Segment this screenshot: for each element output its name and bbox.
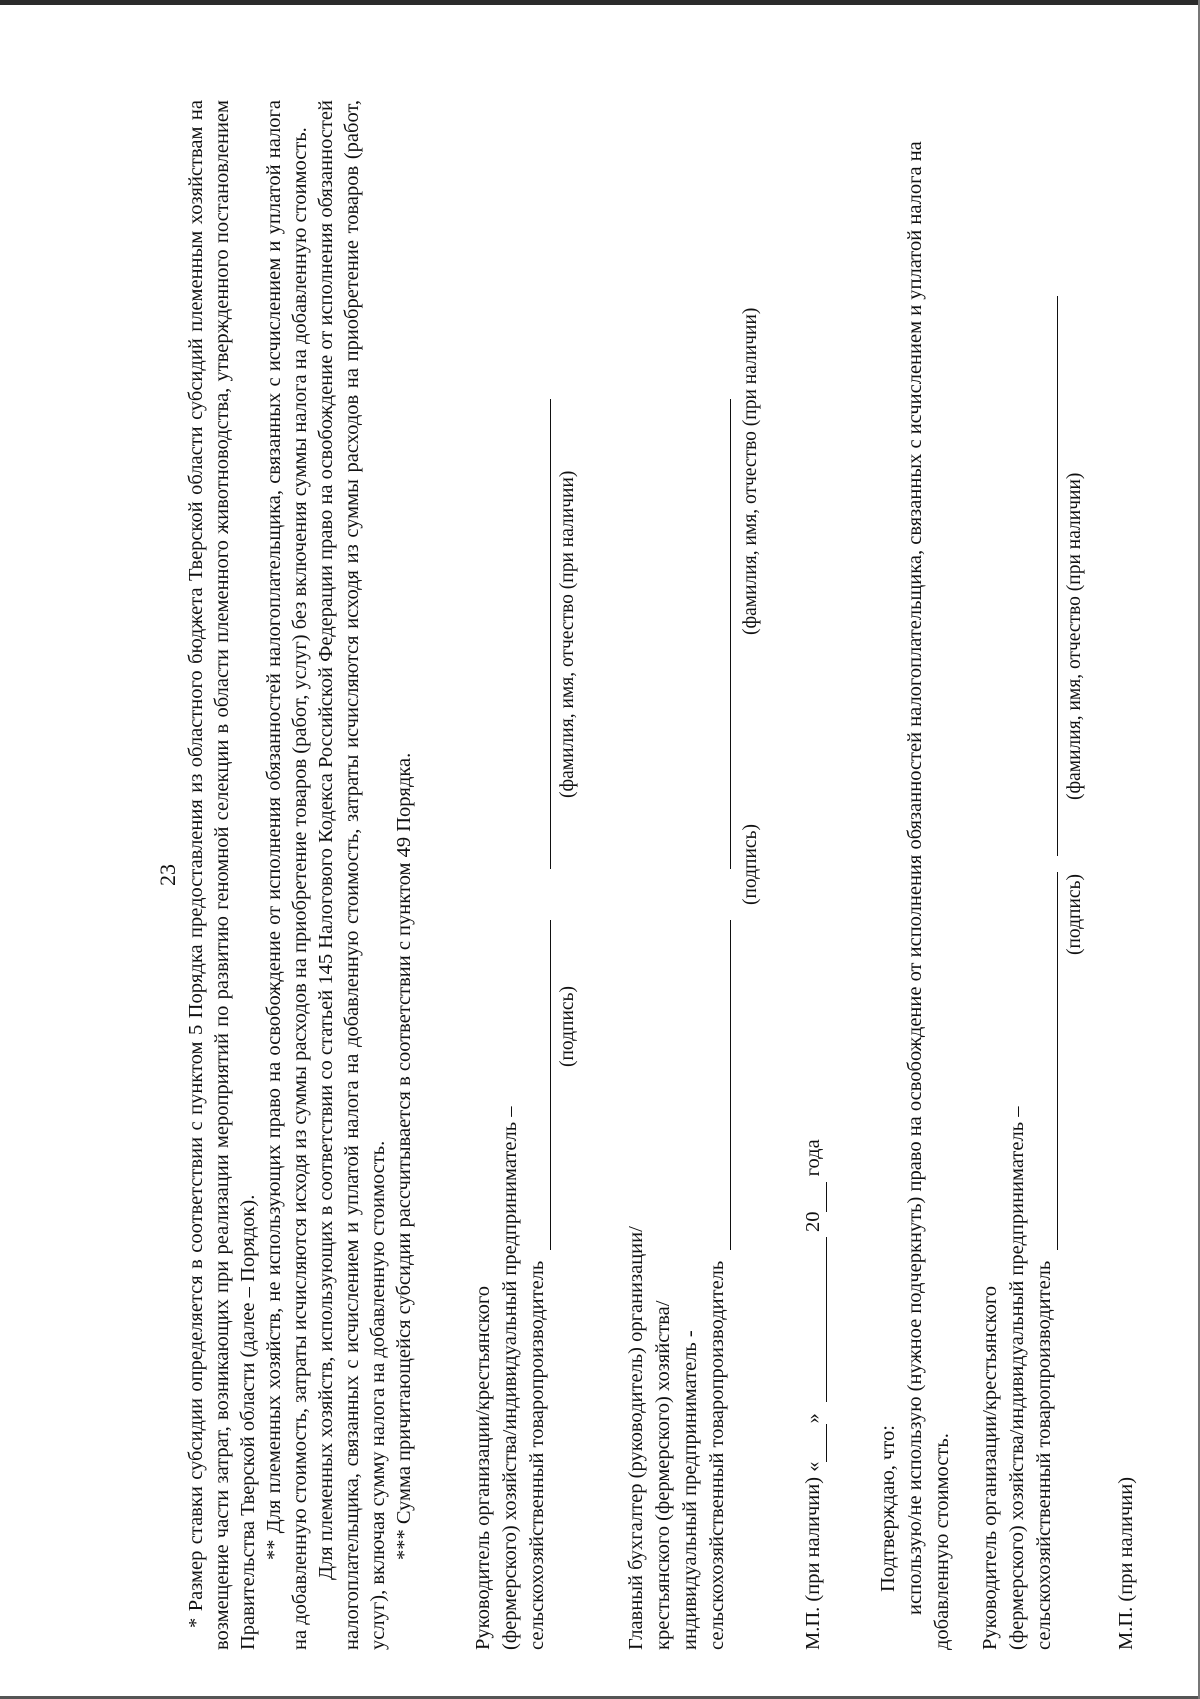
- accountant-title-line-3: индивидуальный предприниматель -: [679, 1330, 701, 1650]
- footnote-subsidy-amount: *** Сумма причитающейся субсидии рассчитывается в соответствии с пунктом 49 Порядка.: [393, 752, 415, 1560]
- scan-top-edge: [0, 0, 1200, 5]
- confirmation-heading: Подтверждаю, что:: [877, 1425, 899, 1592]
- date-year-prefix: 20: [802, 1211, 824, 1233]
- head2-title-line-1: Руководитель организации/крестьянского: [979, 1286, 1001, 1650]
- head-title-line-1: Руководитель организации/крестьянского: [472, 1286, 494, 1650]
- accountant-name-caption: (фамилия, имя, отчество (при наличии): [740, 307, 761, 635]
- accountant-signature-caption: (подпись): [740, 824, 761, 905]
- head-name-caption: (фамилия, имя, отчество (при наличии): [557, 470, 578, 798]
- date-day-field[interactable]: [802, 1424, 827, 1462]
- date-year-field[interactable]: [802, 1182, 827, 1212]
- accountant-title-line-4: сельскохозяйственный товаропроизводитель: [706, 1260, 728, 1650]
- accountant-signature-field[interactable]: [706, 920, 731, 1250]
- head2-name-caption: (фамилия, имя, отчество (при наличии): [1064, 472, 1085, 800]
- footnote-rate: * Размер ставки субсидии определяется в соответствии с пунктом 5 Порядка предоставления из областного бюджета Тверской области субсидий племенным хозяйствам на возмещение части затрат, возникающих при реализации мероприятий по развитию геномной селекции в области племенного животноводства, утвержденного постановлением Правительства Тверской области (далее – Порядок).: [185, 100, 259, 1650]
- date-quote-close: »: [802, 1413, 824, 1424]
- head-name-field[interactable]: [526, 400, 551, 870]
- footnote-vat-used: Для племенных хозяйств, использующих в соответствии со статьей 145 Налогового Кодекса Российской Федерации право на освобождение от исполнения обязанностей налогоплательщика, связанных с исчислением и уплатой налога на добавленную стоимость, затраты исчисляются исходя из суммы расходов на приобретение товаров (работ, услуг), включая сумму налога на добавленную стоимость.: [315, 100, 389, 1650]
- head-confirmation-signature-block: [977, 100, 1085, 1650]
- head-title-line-2: (фермерского) хозяйства/индивидуальный предприниматель –: [499, 1106, 521, 1650]
- head-title-line-3: сельскохозяйственный товаропроизводитель: [526, 1260, 548, 1650]
- accountant-title-line-1: Главный бухгалтер (руководитель) организации/: [625, 1226, 647, 1650]
- head2-signature-caption: (подпись): [1064, 874, 1085, 955]
- head2-title-line-3: сельскохозяйственный товаропроизводитель: [1033, 1260, 1055, 1650]
- accountant-name-field[interactable]: [706, 400, 731, 870]
- date-year-suffix: года: [802, 1139, 824, 1177]
- head-signature-field[interactable]: [526, 920, 551, 1250]
- date-month-field[interactable]: [802, 1237, 827, 1402]
- footnote-vat-not-used: ** Для племенных хозяйств, не использующих право на освобождение от исполнения обязанностей налогоплательщика, связанных с исчислением и уплатой налога на добавленную стоимость, затраты исчисляются исходя из суммы расходов на приобретение товаров (работ, услуг) без включения суммы налога на добавленную стоимость.: [263, 100, 311, 1650]
- confirmation-section: [875, 100, 956, 1650]
- head2-title-line-2: (фермерского) хозяйства/индивидуальный предприниматель –: [1006, 1106, 1028, 1650]
- footnotes-section: [183, 100, 417, 1650]
- head-signature-caption: (подпись): [557, 986, 578, 1067]
- stamp-label: М.П. (при наличии) «: [802, 1461, 824, 1650]
- confirmation-text: использую/не использую (нужное подчеркнуть) право на освобождение от исполнения обязанностей налогоплательщика, связанных с исчислением и уплатой налога на добавленную стоимость.: [904, 141, 953, 1650]
- stamp-date-row: [800, 100, 827, 1650]
- head2-name-field[interactable]: [1033, 297, 1058, 857]
- head2-signature-field[interactable]: [1033, 872, 1058, 1250]
- accountant-signature-block: [623, 100, 761, 1650]
- head-signature-block: [470, 100, 578, 1650]
- rotated-document-page: [95, 100, 1175, 1650]
- stamp-label-2: М.П. (при наличии): [1115, 1476, 1137, 1650]
- accountant-title-line-2: крестьянского (фермерского) хозяйства/: [652, 1300, 674, 1650]
- page-number: 23: [155, 864, 180, 886]
